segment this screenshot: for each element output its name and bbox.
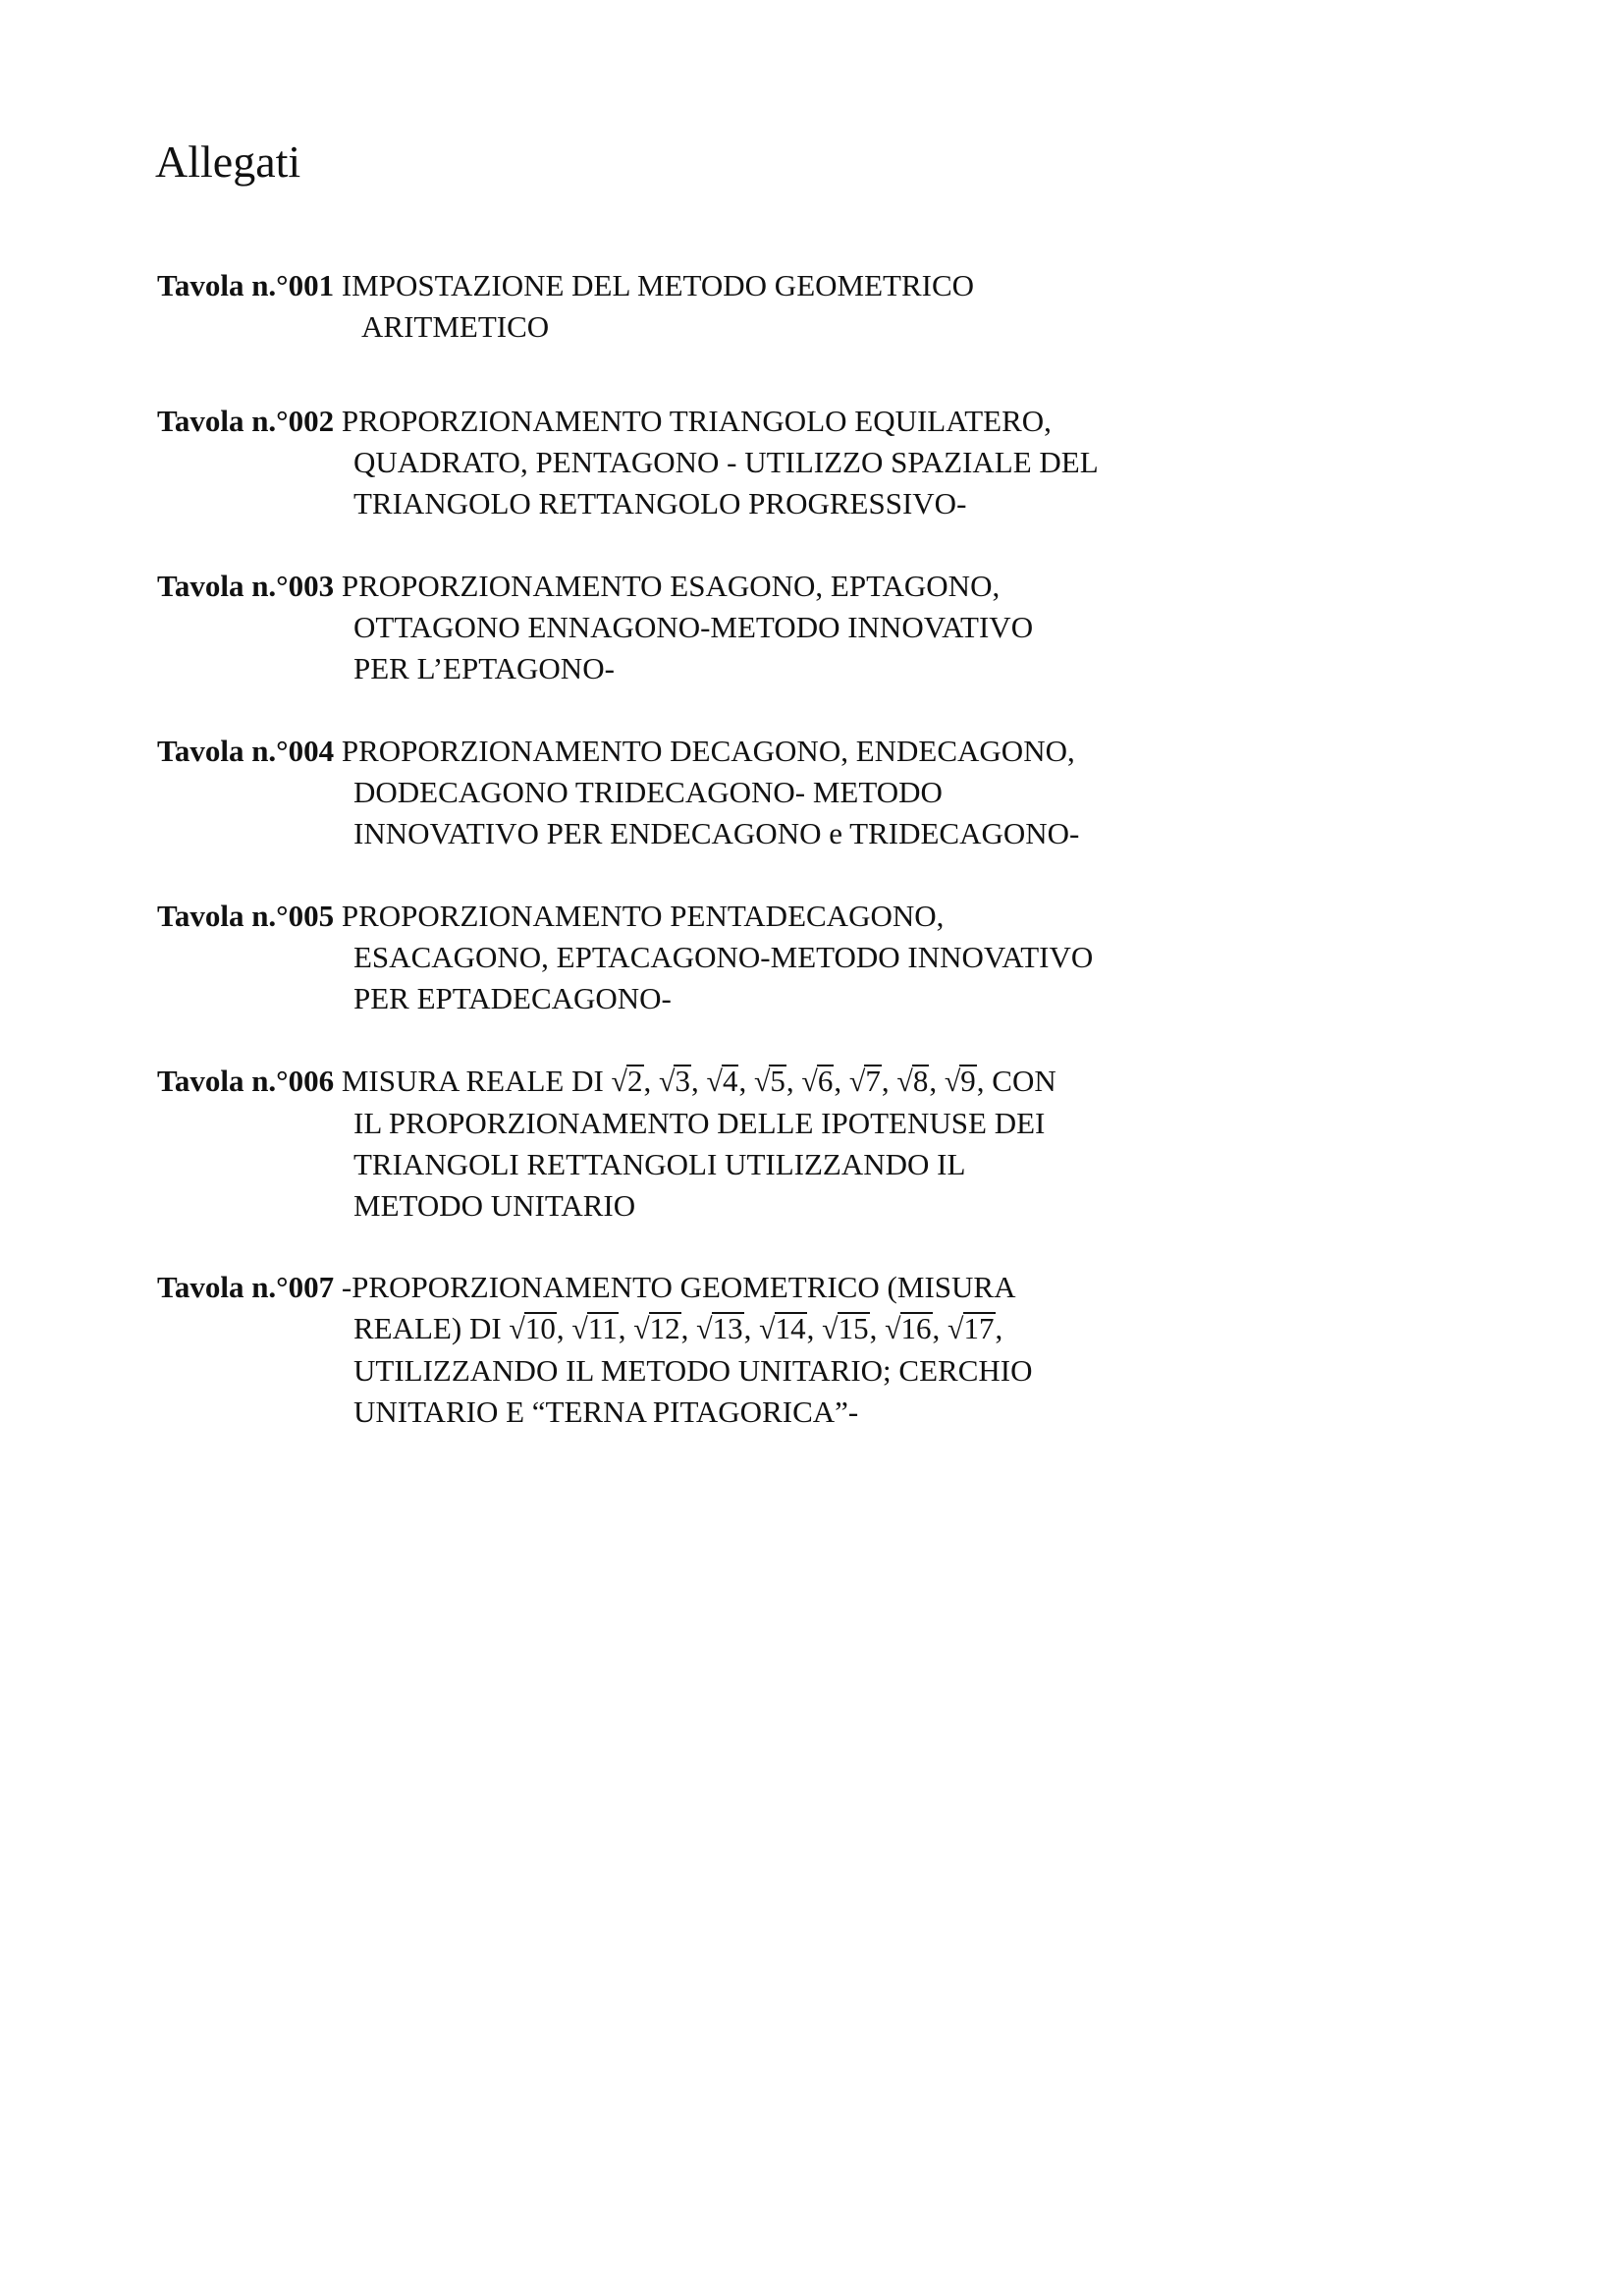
radicand: 14 <box>775 1311 806 1345</box>
entry-text: PER EPTADECAGONO- <box>353 981 672 1015</box>
radicand: 2 <box>627 1064 643 1098</box>
separator: , <box>929 1064 945 1098</box>
attachment-entry-003 <box>157 566 1316 689</box>
separator: , <box>881 1064 897 1098</box>
radical-sign-icon: √ <box>611 1066 628 1098</box>
separator: , <box>869 1311 886 1345</box>
attachment-entry-006 <box>157 1061 1316 1227</box>
square-roots-list <box>612 1064 993 1098</box>
square-root-expression <box>612 1061 644 1103</box>
separator: , <box>556 1311 572 1345</box>
radicand: 10 <box>524 1311 556 1345</box>
radical-sign-icon: √ <box>896 1066 913 1098</box>
entry-text: IL PROPORZIONAMENTO DELLE IPOTENUSE DEI <box>353 1106 1046 1140</box>
entry-text: TRIANGOLI RETTANGOLI UTILIZZANDO IL <box>353 1147 966 1181</box>
separator: , <box>643 1064 660 1098</box>
radicand: 11 <box>587 1311 618 1345</box>
separator: , <box>976 1064 993 1098</box>
radical-sign-icon: √ <box>822 1313 839 1345</box>
entry-label: Tavola n.°005 <box>157 899 335 933</box>
attachment-entry-005 <box>157 896 1316 1019</box>
attachment-entry-004 <box>157 731 1316 854</box>
square-root-expression <box>754 1061 786 1103</box>
attachment-entry-001 <box>157 265 1316 348</box>
separator: , <box>785 1064 802 1098</box>
entry-label: Tavola n.°007 <box>157 1270 335 1304</box>
entry-label: Tavola n.°004 <box>157 734 335 768</box>
separator: , <box>834 1064 849 1098</box>
entry-text: PER L’EPTAGONO- <box>353 651 615 685</box>
entry-label: Tavola n.°003 <box>157 569 335 603</box>
radicand: 6 <box>817 1064 834 1098</box>
radical-sign-icon: √ <box>509 1313 525 1345</box>
page-title: Allegati <box>155 137 301 187</box>
entry-text: TRIANGOLO RETTANGOLO PROGRESSIVO- <box>353 486 967 520</box>
radical-sign-icon: √ <box>801 1066 818 1098</box>
separator: , <box>618 1311 634 1345</box>
entry-label: Tavola n.°002 <box>157 404 335 438</box>
radicand: 15 <box>838 1311 869 1345</box>
radical-sign-icon: √ <box>947 1313 964 1345</box>
separator: , <box>743 1311 760 1345</box>
radical-sign-icon: √ <box>571 1313 588 1345</box>
separator: , <box>690 1064 707 1098</box>
entry-text: REALE) DI <box>353 1311 510 1345</box>
entry-text: IMPOSTAZIONE DEL METODO GEOMETRICO <box>334 268 975 302</box>
entry-text: PROPORZIONAMENTO PENTADECAGONO, <box>334 899 945 933</box>
square-root-expression <box>509 1308 556 1350</box>
attachment-entry-007 <box>157 1267 1316 1433</box>
square-root-expression <box>896 1061 929 1103</box>
entry-text: ESACAGONO, EPTACAGONO-METODO INNOVATIVO <box>353 940 1094 974</box>
radicand: 8 <box>912 1064 929 1098</box>
square-root-expression <box>633 1308 680 1350</box>
radicand: 4 <box>722 1064 738 1098</box>
radicand: 12 <box>649 1311 680 1345</box>
attachment-entry-002 <box>157 401 1316 524</box>
entry-text: CON <box>992 1064 1056 1098</box>
separator: , <box>995 1311 1003 1345</box>
entry-label: Tavola n.°006 <box>157 1064 335 1098</box>
square-root-expression <box>706 1061 738 1103</box>
separator: , <box>680 1311 697 1345</box>
entry-text: ARITMETICO <box>361 309 550 344</box>
square-roots-list <box>509 1311 1002 1345</box>
radical-sign-icon: √ <box>659 1066 676 1098</box>
radical-sign-icon: √ <box>706 1066 723 1098</box>
radical-sign-icon: √ <box>696 1313 713 1345</box>
radical-sign-icon: √ <box>633 1313 650 1345</box>
radicand: 5 <box>770 1064 785 1098</box>
entry-text: UNITARIO E “TERNA PITAGORICA”- <box>353 1394 859 1429</box>
square-root-expression <box>571 1308 618 1350</box>
entry-text: DODECAGONO TRIDECAGONO- METODO <box>353 775 943 809</box>
square-root-expression <box>759 1308 806 1350</box>
radicand: 16 <box>900 1311 932 1345</box>
entry-text: UTILIZZANDO IL METODO UNITARIO; CERCHIO <box>353 1353 1033 1388</box>
square-root-expression <box>659 1061 691 1103</box>
radical-sign-icon: √ <box>885 1313 901 1345</box>
square-root-expression <box>801 1061 834 1103</box>
entry-text: MISURA REALE DI <box>334 1064 612 1098</box>
radical-sign-icon: √ <box>753 1066 771 1098</box>
entry-text: METODO UNITARIO <box>353 1188 636 1223</box>
entry-label: Tavola n.°001 <box>157 268 335 302</box>
entry-text: -PROPORZIONAMENTO GEOMETRICO (MISURA <box>334 1270 1016 1304</box>
radical-sign-icon: √ <box>944 1066 961 1098</box>
radical-sign-icon: √ <box>759 1313 776 1345</box>
square-root-expression <box>696 1308 743 1350</box>
separator: , <box>806 1311 823 1345</box>
radical-sign-icon: √ <box>848 1066 866 1098</box>
entry-text: INNOVATIVO PER ENDECAGONO e TRIDECAGONO- <box>353 816 1080 850</box>
radicand: 3 <box>675 1064 690 1098</box>
entry-text: OTTAGONO ENNAGONO-METODO INNOVATIVO <box>353 610 1034 644</box>
entry-text: QUADRATO, PENTAGONO - UTILIZZO SPAZIALE DEL <box>353 445 1099 479</box>
radicand: 7 <box>865 1064 881 1098</box>
square-root-expression <box>849 1061 882 1103</box>
separator: , <box>932 1311 948 1345</box>
separator: , <box>738 1064 754 1098</box>
entry-text: PROPORZIONAMENTO ESAGONO, EPTAGONO, <box>334 569 1001 603</box>
radicand: 13 <box>712 1311 743 1345</box>
square-root-expression <box>945 1061 977 1103</box>
entry-text: PROPORZIONAMENTO TRIANGOLO EQUILATERO, <box>334 404 1052 438</box>
square-root-expression <box>885 1308 932 1350</box>
radicand: 9 <box>960 1064 976 1098</box>
square-root-expression <box>822 1308 869 1350</box>
entry-text: PROPORZIONAMENTO DECAGONO, ENDECAGONO, <box>334 734 1075 768</box>
radicand: 17 <box>963 1311 995 1345</box>
square-root-expression <box>947 1308 995 1350</box>
